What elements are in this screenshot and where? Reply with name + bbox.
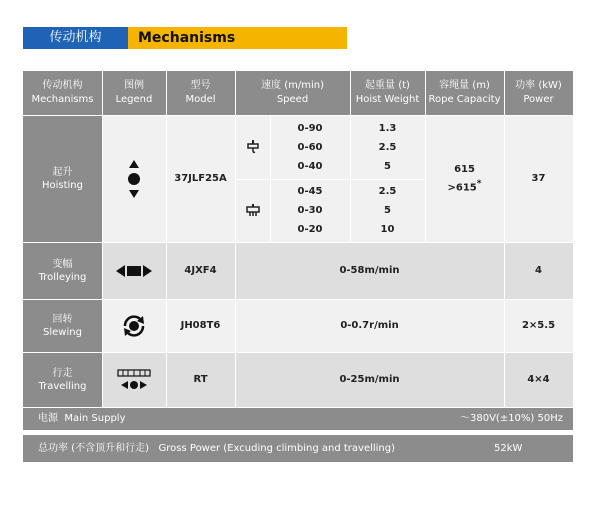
slewing-icon xyxy=(102,299,166,352)
grid-line xyxy=(23,352,573,353)
hoisting-group2-weights xyxy=(350,179,425,242)
header-mechanisms-cn: 传动机构 xyxy=(42,80,83,91)
header-speed-cn: 速度 (m/min) xyxy=(261,80,324,91)
main-supply-label-en: Main Supply xyxy=(64,413,126,424)
gross-power-value: 52kW xyxy=(494,443,523,454)
travelling-name-en: Travelling xyxy=(38,380,87,392)
speed-value: 0-60 xyxy=(297,141,323,153)
main-supply-label xyxy=(38,408,126,430)
header-model-en: Model xyxy=(185,94,216,105)
travelling-speed: 0-25m/min xyxy=(235,352,504,407)
grid-line xyxy=(166,71,167,407)
weight-value: 2.5 xyxy=(378,186,397,197)
rope-value-2 xyxy=(448,177,482,195)
header-weight xyxy=(350,71,425,115)
weight-value: 5 xyxy=(384,205,391,216)
header-power xyxy=(504,71,573,115)
hoisting-name-cn: 起升 xyxy=(52,166,73,178)
header-model xyxy=(166,71,235,115)
header-rope-en: Rope Capacity xyxy=(428,94,501,105)
travelling-name-cn: 行走 xyxy=(52,367,73,379)
hoisting-group1-weights xyxy=(350,115,425,179)
main-supply-value: ～380V(±10%) 50Hz xyxy=(459,413,563,424)
travelling-model: RT xyxy=(166,352,235,407)
grid-line xyxy=(235,179,425,180)
speed-value: 0-20 xyxy=(297,224,323,235)
hoisting-group1-speeds xyxy=(270,115,350,179)
header-rope-cn: 容绳量 (m) xyxy=(439,80,490,91)
row-travelling-name xyxy=(23,352,102,407)
header-model-cn: 型号 xyxy=(190,80,211,91)
hoisting-rope-capacity xyxy=(425,115,504,242)
rope-value: 615 xyxy=(454,163,475,175)
grid-line xyxy=(504,71,505,407)
slewing-name-en: Slewing xyxy=(43,326,82,338)
weight-value: 2.5 xyxy=(378,141,397,153)
grid-line xyxy=(23,242,573,243)
header-speed xyxy=(235,71,350,115)
row-hoisting-name xyxy=(23,115,102,242)
slewing-model: JH08T6 xyxy=(166,299,235,352)
gross-power-label xyxy=(38,435,395,462)
speed-value: 0-30 xyxy=(297,205,323,216)
speed-value: 0-90 xyxy=(297,122,323,134)
header-power-en: Power xyxy=(523,94,554,105)
weight-value: 1.3 xyxy=(378,122,397,134)
gross-power-label-cn: 总功率 (不含顶升和行走) xyxy=(38,443,149,454)
slewing-power: 2×5.5 xyxy=(504,299,573,352)
section-title-en: Mechanisms xyxy=(128,27,347,49)
header-legend-cn: 图例 xyxy=(124,80,144,91)
header-mechanisms-en: Mechanisms xyxy=(31,94,94,105)
slewing-speed: 0-0.7r/min xyxy=(235,299,504,352)
header-power-cn: 功率 (kW) xyxy=(515,80,562,91)
travelling-power: 4×4 xyxy=(504,352,573,407)
trolleying-model: 4JXF4 xyxy=(166,242,235,299)
hoisting-name-en: Hoisting xyxy=(41,179,83,191)
grid-line xyxy=(425,71,426,242)
speed-value: 0-40 xyxy=(297,160,323,172)
weight-value: 10 xyxy=(380,224,395,235)
double-hook-icon xyxy=(235,179,270,242)
row-trolleying-name xyxy=(23,242,102,299)
grid-line xyxy=(350,71,351,242)
mechanisms-table xyxy=(23,71,573,462)
trolleying-power: 4 xyxy=(504,242,573,299)
section-title xyxy=(23,27,347,49)
trolley-icon xyxy=(102,242,166,299)
single-hook-icon xyxy=(235,115,270,179)
trolleying-speed: 0-58m/min xyxy=(235,242,504,299)
gross-power-label-en: Gross Power (Excuding climbing and travelling) xyxy=(158,443,396,454)
rope-value: >615 xyxy=(447,182,477,194)
section-title-cn: 传动机构 xyxy=(23,27,128,49)
main-supply-label-cn: 电源 xyxy=(38,413,58,424)
header-weight-en: Hoist Weight xyxy=(355,94,420,105)
header-mechanisms xyxy=(23,71,102,115)
header-speed-en: Speed xyxy=(276,94,309,105)
hoisting-model: 37JLF25A xyxy=(166,115,235,242)
grid-line xyxy=(235,71,236,407)
header-weight-cn: 起重量 (t) xyxy=(365,80,410,91)
hoisting-icon xyxy=(102,115,166,242)
travelling-icon xyxy=(102,352,166,407)
grid-line xyxy=(23,115,573,116)
header-rope xyxy=(425,71,504,115)
header-legend-en: Legend xyxy=(115,94,153,105)
trolleying-name-en: Trolleying xyxy=(38,271,87,283)
speed-value: 0-45 xyxy=(297,186,323,197)
hoisting-group2-speeds xyxy=(270,179,350,242)
grid-line xyxy=(102,71,103,407)
trolleying-name-cn: 变幅 xyxy=(52,258,73,270)
grid-line xyxy=(23,299,573,300)
hoisting-power: 37 xyxy=(504,115,573,242)
weight-value: 5 xyxy=(384,160,391,172)
header-legend xyxy=(102,71,166,115)
gross-power-row xyxy=(23,435,573,462)
rope-footnote-mark: * xyxy=(476,178,482,189)
row-slewing-name xyxy=(23,299,102,352)
main-supply-row xyxy=(23,408,573,430)
slewing-name-cn: 回转 xyxy=(52,313,73,325)
